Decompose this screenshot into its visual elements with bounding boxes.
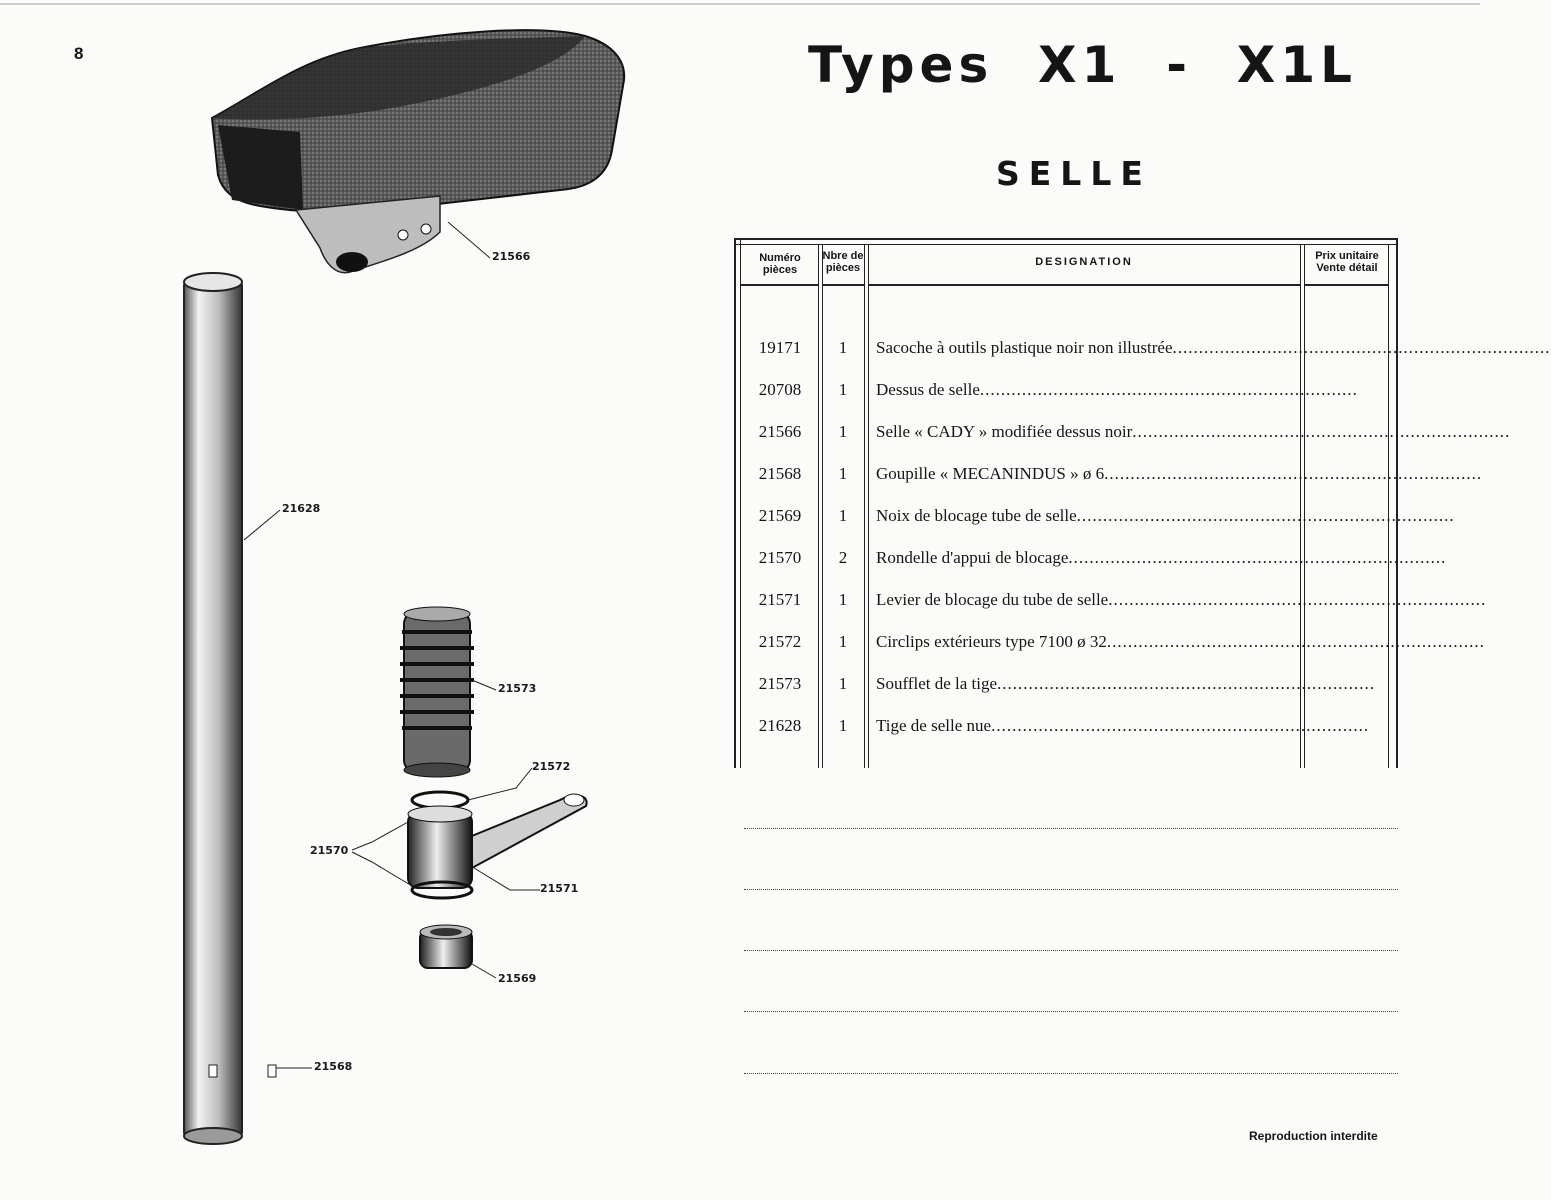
notes-line: [744, 1011, 1398, 1012]
page-title: Types X1 - X1L: [808, 36, 1357, 94]
callout-leader-21572: [468, 768, 532, 800]
notes-line: [744, 828, 1398, 829]
callout-21573: 21573: [498, 682, 537, 695]
saddle-part-21566: [212, 30, 624, 272]
notes-line: [744, 950, 1398, 951]
notes-line: [744, 889, 1398, 890]
footer-note: Reproduction interdite: [1249, 1129, 1378, 1143]
header-nbre: Nbre de pièces: [822, 250, 864, 274]
clamp-lever-part-21571: [408, 794, 587, 888]
seat-tube-part-21628: [184, 273, 242, 1144]
callout-21569: 21569: [498, 972, 537, 985]
callout-21572: 21572: [532, 760, 571, 773]
section-title: SELLE: [996, 154, 1152, 193]
locking-nut-part-21569: [420, 925, 472, 968]
callout-leader-21569: [472, 964, 496, 978]
header-numero: Numéro pièces: [759, 252, 801, 276]
callout-leader-21628: [244, 510, 280, 540]
callout-leader-21570-top: [352, 822, 408, 850]
parts-table: Numéro pièces Nbre de pièces DESIGNATION Prix unitaire Vente détail 19171 1 Sacoche à outils plastique noir non illustrée........................................................................ 20708 1 Dessus de selle........................................................................ 21566 1 Selle « CADY » modifiée dessus noir........................................................................ 21568 1 Goupille « MECANINDUS » ø 6........................................................................ 21569 1 Noix de blocage tube de selle........................................................................ 21570 2 Rondelle d'appui de blocage........................................................................ 21571 1 Levier de blocage du tube de selle........................................................................ 21572 1 Circlips extérieurs type 7100 ø 32........................................................................ 21573 1 Soufflet de la tige........................................................................ 21628 1 Tige de selle nue........................................................................: [734, 238, 1400, 768]
header-prix: Prix unitaire Vente détail: [1315, 250, 1379, 274]
bellows-part-21573: [400, 607, 474, 777]
notes-line: [744, 1073, 1398, 1074]
callout-21628: 21628: [282, 502, 321, 515]
callout-21571: 21571: [540, 882, 579, 895]
page-number: 8: [74, 44, 84, 63]
callout-leader-21571: [474, 868, 540, 890]
callout-21568: 21568: [314, 1060, 353, 1073]
callout-leader-21573: [472, 680, 496, 690]
header-designation: DESIGNATION: [1035, 256, 1133, 268]
callout-leader-21566: [448, 222, 490, 258]
callout-leader-21570-bottom: [352, 852, 412, 886]
callout-21566: 21566: [492, 250, 531, 263]
callout-21570: 21570: [310, 844, 349, 857]
parts-illustration: [0, 0, 740, 1200]
